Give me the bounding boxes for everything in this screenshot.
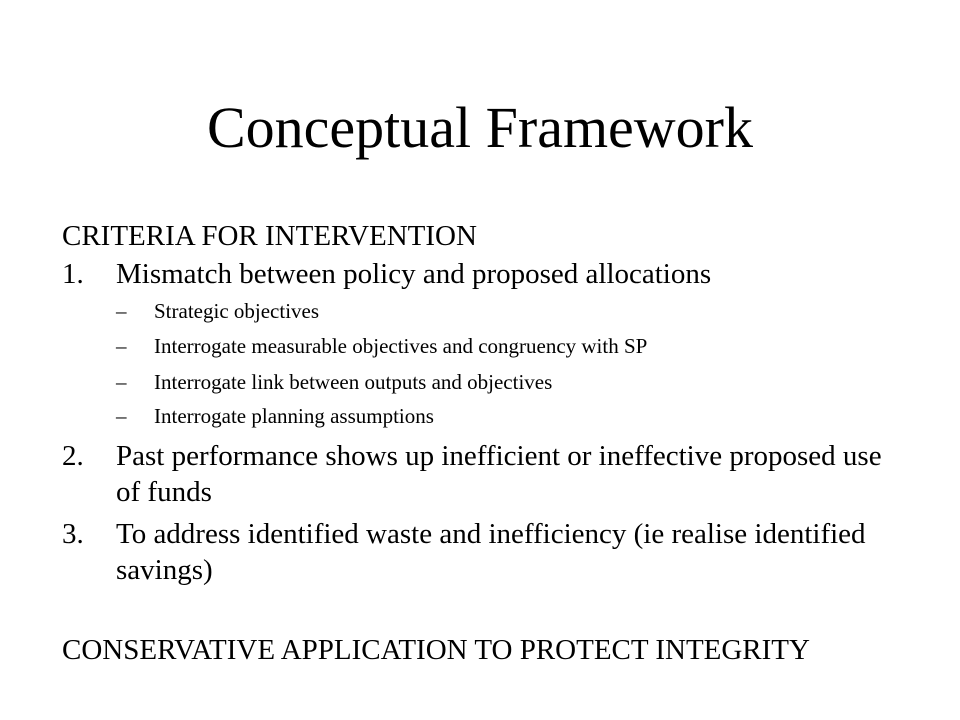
sub-item-text: Interrogate measurable objectives and congruency with SP [154, 334, 648, 358]
closing-statement: CONSERVATIVE APPLICATION TO PROTECT INTEGRITY [62, 634, 810, 666]
slide-title: Conceptual Framework [206, 95, 753, 160]
dash-bullet: – [116, 299, 127, 323]
list-item-text: Past performance shows up inefficient or ineffective proposed use of funds [116, 440, 882, 508]
sub-item-text: Strategic objectives [154, 299, 320, 323]
list-item-number: 3. [62, 518, 84, 550]
dash-bullet: – [116, 370, 127, 394]
list-item-text: To address identified waste and inefficiency (ie realise identified savings) [116, 518, 866, 586]
sub-item-text: Interrogate link between outputs and objectives [154, 370, 553, 394]
dash-bullet: – [116, 334, 127, 358]
list-item-text: Mismatch between policy and proposed allocations [116, 258, 712, 290]
sub-item-text: Interrogate planning assumptions [154, 404, 434, 428]
dash-bullet: – [116, 404, 127, 428]
list-item-number: 2. [62, 440, 84, 472]
criteria-heading: CRITERIA FOR INTERVENTION [62, 220, 477, 252]
list-item-number: 1. [62, 258, 84, 290]
